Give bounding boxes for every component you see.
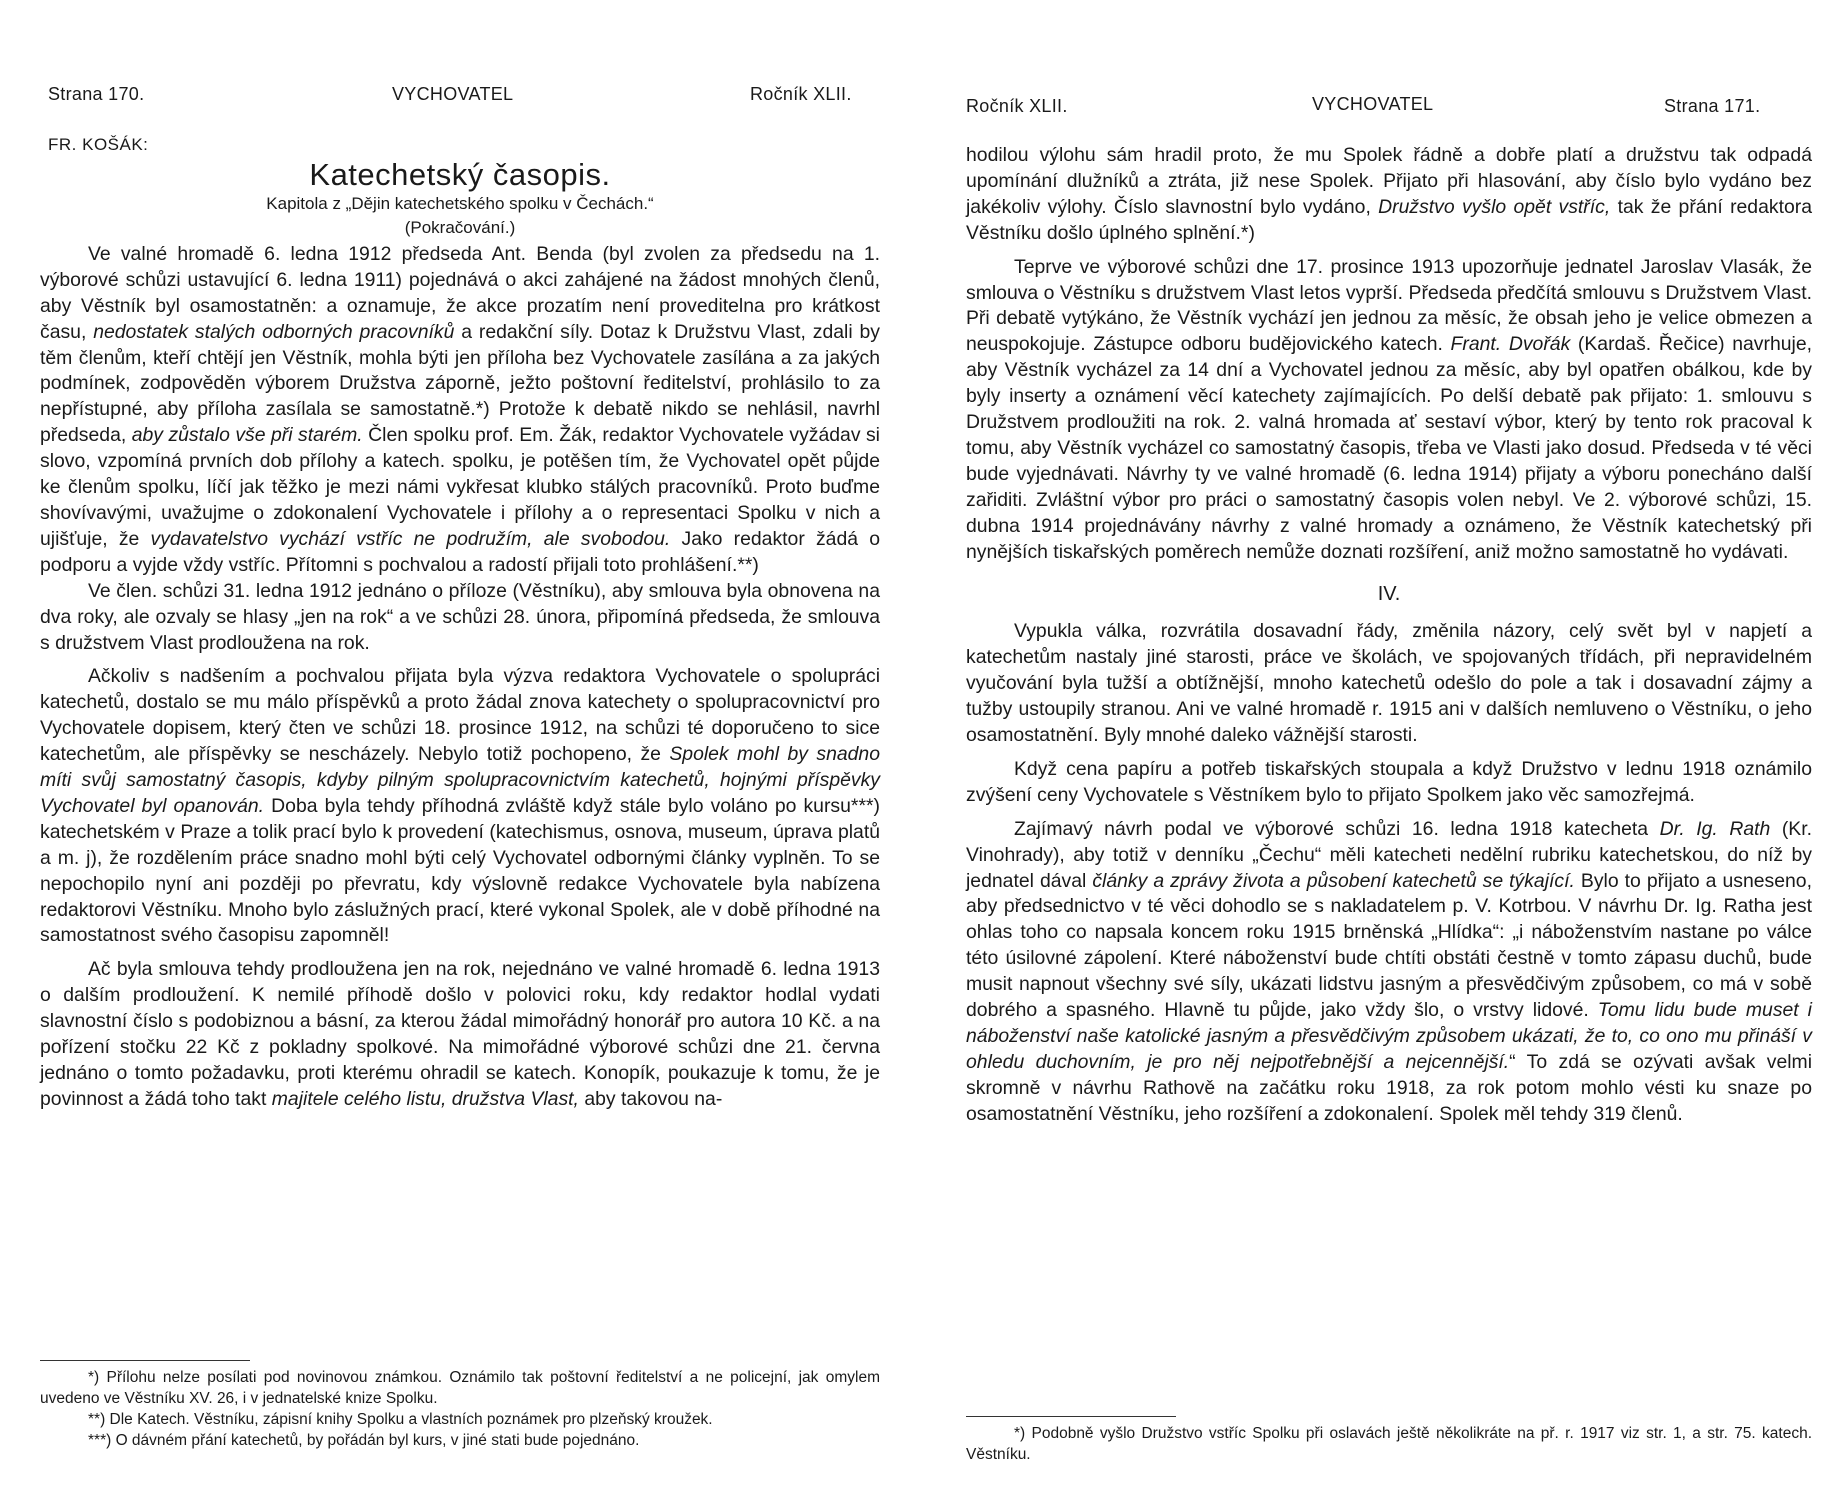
volume-label: Ročník XLII. [750, 84, 852, 104]
footnote: ***) O dávném přání katechetů, by pořádán byl kurs, v jiné stati bude pojednáno. [88, 1432, 640, 1449]
page-number: Strana 170. [48, 84, 145, 104]
paragraph: Ačkoliv s nadšením a pochvalou přijata byla výzva redaktora Vychovatele o spolupráci katechetů, dostalo se mu málo příspěvků a proto žádal znova katechety o spolupracovnictví pro Vychovatele dopisem, který čten ve schůzi 18. prosince 1912, na schůzi té doporučeno to sice katechetům, ale příspěvky se nescházely. Nebylo totiž pochopeno, že Spolek mohl by snadno míti svůj samostatný časopis, kdyby pilným spolupracovnictvím katechetů, hojnými příspěvky Vychovatel byl opanován. Doba byla tehdy příhodná zvláště když stále bylo voláno po kursu***) katechetském v Praze a tolik prací bylo k provedení (katechismus, osnova, museum, úprava platů a m. j), že rozdělením práce snadno mohl býti celý Vychovatel odbornými články vyplněn. To se nepochopilo nyní ani později po převratu, kdy výslovně redakce Vychovatele byla nabízena redaktorovi Věstníku. Mnoho bylo záslužných prací, které vykonal Spolek, ale v době příhodné na samostatnost svého časopisu zapomněl! [40, 665, 880, 947]
right-column [966, 143, 1812, 1128]
volume-label: Ročník XLII. [966, 96, 1068, 116]
paragraph: Když cena papíru a potřeb tiskařských stoupala a když Družstvo v lednu 1918 oznámilo zvýšení ceny Vychovatele s Věstníkem bylo to přijato Spolkem jako věc samozřejmá. [966, 757, 1812, 806]
footnote: *) Podobně vyšlo Družstvo vstříc Spolku při oslavách ještě několikráte na př. r. 1917 viz str. 1, a str. 75. katech. Věstníku. [966, 1425, 1812, 1463]
continuation-note: (Pokračování.) [404, 217, 516, 237]
footnote-rule [40, 1360, 250, 1361]
footnote: *) Přílohu nelze posílati pod novinovou známkou. Oznámilo tak poštovní ředitelství a ne policejní, jak omylem uvedeno ve Věstníku XV. 26, i v jednatelské knize Spolku. [40, 1369, 880, 1407]
footnote-rule [966, 1416, 1176, 1417]
paragraph: Ve člen. schůzi 31. ledna 1912 jednáno o příloze (Věstníku), aby smlouva byla obnovena na dva roky, ale ozvaly se hlasy „jen na rok“ a ve schůzi 28. února, připomíná předseda, že smlouva s družstvem Vlast prodloužena na rok. [40, 579, 880, 654]
journal-title: VYCHOVATEL [392, 84, 514, 104]
paragraph: Vypukla válka, rozvrátila dosavadní řády, změnila názory, celý svět byl v napjetí a katechetům nastaly jiné starosti, práce ve školách, ve spojovaných třídách, při nepravidelném vyučování byla tužší a obtížnější, mnoho katechetů odešlo do pole a tak i dosavadní zájmy a tužby ustoupily stranou. Ani ve valné hromadě r. 1915 ani v dalších nemluveno o Věstníku, o jeho osamostatnění. Byly mnohé daleko vážnější starosti. [966, 620, 1812, 747]
article-subtitle: Kapitola z „Dějin katechetského spolku v Čechách.“ [266, 193, 654, 213]
author: FR. KOŠÁK: [48, 135, 149, 154]
journal-title: VYCHOVATEL [1312, 94, 1434, 114]
footnote: **) Dle Katech. Věstníku, zápisní knihy Spolku a vlastních poznámek pro plzeňský kroužek. [88, 1411, 713, 1428]
article-title: Katechetský časopis. [309, 156, 611, 192]
left-column [40, 126, 880, 1113]
paragraph: Ve valné hromadě 6. ledna 1912 předseda Ant. Benda (byl zvolen za předsedu na 1. výborové schůzi ustavující 6. ledna 1911) pojednává o akci zahájené na žádost mnohých členů, aby Věstník byl osamostatněn: a oznamuje, že akce prozatím není proveditelna pro krátkost času, nedostatek stalých odborných pracovníků a redakční síly. Dotaz k Družstvu Vlast, zdali by těm členům, kteří chtějí jen Věstník, mohla býti jen příloha bez Vychovatele zasílána a za jakých podmínek, zodpověděn výborem Družstva záporně, ježto poštovní ředitelství, prohlásilo to za nepřístupné, aby příloha zasílala se samostatně.*) Protože k debatě nikdo se nehlásil, navrhl předseda, aby zůstalo vše při starém. Člen spolku prof. Em. Žák, redaktor Vychovatele vyžádav si slovo, vzpomíná prvních dob přílohy a katech. spolku, je potěšen tím, že Vychovatel opět půjde ke členům spolku, líčí jak těžko je mezi námi vykřesat klubko stálých pracovníků. Proto buďme shovívavými, uvažujme o zdokonalení Vychovatele i přílohy a o representaci Spolku v nich a ujišťuje, že vydavatelstvo vychází vstříc ne podružím, ale svobodou. Jako redaktor žádá o podporu a vyjde vždy vstříc. Přítomni s pochvalou a radostí přijali toto prohlášení.**) [40, 242, 880, 576]
paragraph: hodilou výlohu sám hradil proto, že mu Spolek řádně a dobře platí a družstvu tak odpadá upomínání dlužníků a ztráta, již nese Spolek. Přijato při hlasování, aby číslo bylo vydáno bez jakékoliv výlohy. Číslo slavnostní bylo vydáno, Družstvo vyšlo opět vstříc, tak že přání redaktora Věstníku došlo úplného splnění.*) [966, 144, 1812, 244]
paragraph: Teprve ve výborové schůzi dne 17. prosince 1913 upozorňuje jednatel Jaroslav Vlasák, že smlouva o Věstníku s družstvem Vlast letos vyprší. Předseda předčítá smlouvu s Družstvem Vlast. Při debatě vytýkáno, že Věstník vychází jen jednou za měsíc, že obsah jeho je velice obmezen a neuspokojuje. Zástupce odboru budějovického katech. Frant. Dvořák (Kardaš. Řečice) navrhuje, aby Věstník vycházel za 14 dní a Vychovatel jednou za měsíc, aby byl opatřen obálkou, kde by byly inserty a oznámení věcí katechety zajímajících. Po delší debatě pak přijato: 1. smlouvu s Družstvem prodloužiti na rok. 2. valná hromada ať sestaví výbor, který by tento rok pracoval k tomu, aby Věstník vycházel co samostatný časopis, třeba ve Vlasti jako dosud. Předseda v té věci bude vyjednávati. Návrhy ty ve valné hromadě (6. ledna 1914) přijaty a výboru ponecháno další zařiditi. Zvláštní výbor pro práci o samostatný časopis volen nebyl. Ve 2. výborové schůzi, 15. dubna 1914 projednávány návrhy z valné hromady a oznámeno, že Věstník katechetský při nynějších tiskařských poměrech nemůže doznati rozšíření, aniž možno samostatně ho vydávati. [966, 255, 1812, 563]
section-number: IV. [1377, 582, 1401, 605]
paragraph: Ač byla smlouva tehdy prodloužena jen na rok, nejednáno ve valné hromadě 6. ledna 1913 o dalším prodloužení. K nemilé příhodě došlo v polovici roku, kdy redaktor hodlal vydati slavnostní číslo s podobiznou a básní, za kterou žádal mimořádný honorář pro autora 10 Kč. a na pořízení stočku 22 Kč z pokladny spolkové. Na mimořádné výborové schůzi dne 21. června jednáno o tomto požadavku, proti kterému ohradil se katech. Konopík, poukazuje k tomu, že je povinnost a žádá toho takt majitele celého listu, družstva Vlast, aby takovou na- [40, 958, 880, 1110]
footnotes [40, 1352, 880, 1451]
right-page [916, 0, 1832, 1500]
footnotes [966, 1408, 1812, 1465]
page-number: Strana 171. [1664, 96, 1761, 116]
paragraph: Zajímavý návrh podal ve výborové schůzi 16. ledna 1918 katecheta Dr. Ig. Rath (Kr. Vinohrady), aby totiž v denníku „Čechu“ měli katecheti nedělní rubriku katechetskou, do níž by jednatel dával články a zprávy života a působení katechetů se týkající. Bylo to přijato a usneseno, aby předsednictvo v té věci dohodlo se s nakladatelem p. V. Kotrbou. V návrhu Dr. Ig. Ratha jest ohlas toho co napsala koncem roku 1915 brněnská „Hlídka“: „i náboženstvím nastane po válce této úsilovné zápolení. Které náboženství bude chtíti obstáti čestně v tomto zápasu duchů, bude musit napnout všechny své síly, ukázati lidstvu jasným a přesvědčivým způsobem, co má v sobě dobrého a spasného. Hlavně tu půjde, jako vždy šlo, o vrstvy lidové. Tomu lidu bude muset i náboženství naše katolické jasným a přesvědčivým způsobem ukázati, že to, co ono mu přináší v ohledu duchovním, je pro něj nejpotřebnější a nejcennější.“ To zdá se ozývati avšak velmi skromně v návrhu Rathově na začátku roku 1918, za rok potom mohlo vésti ku snaze po osamostatnění Věstníku, jeho rozšíření a zdokonalení. Spolek měl tehdy 319 členů. [966, 817, 1813, 1125]
